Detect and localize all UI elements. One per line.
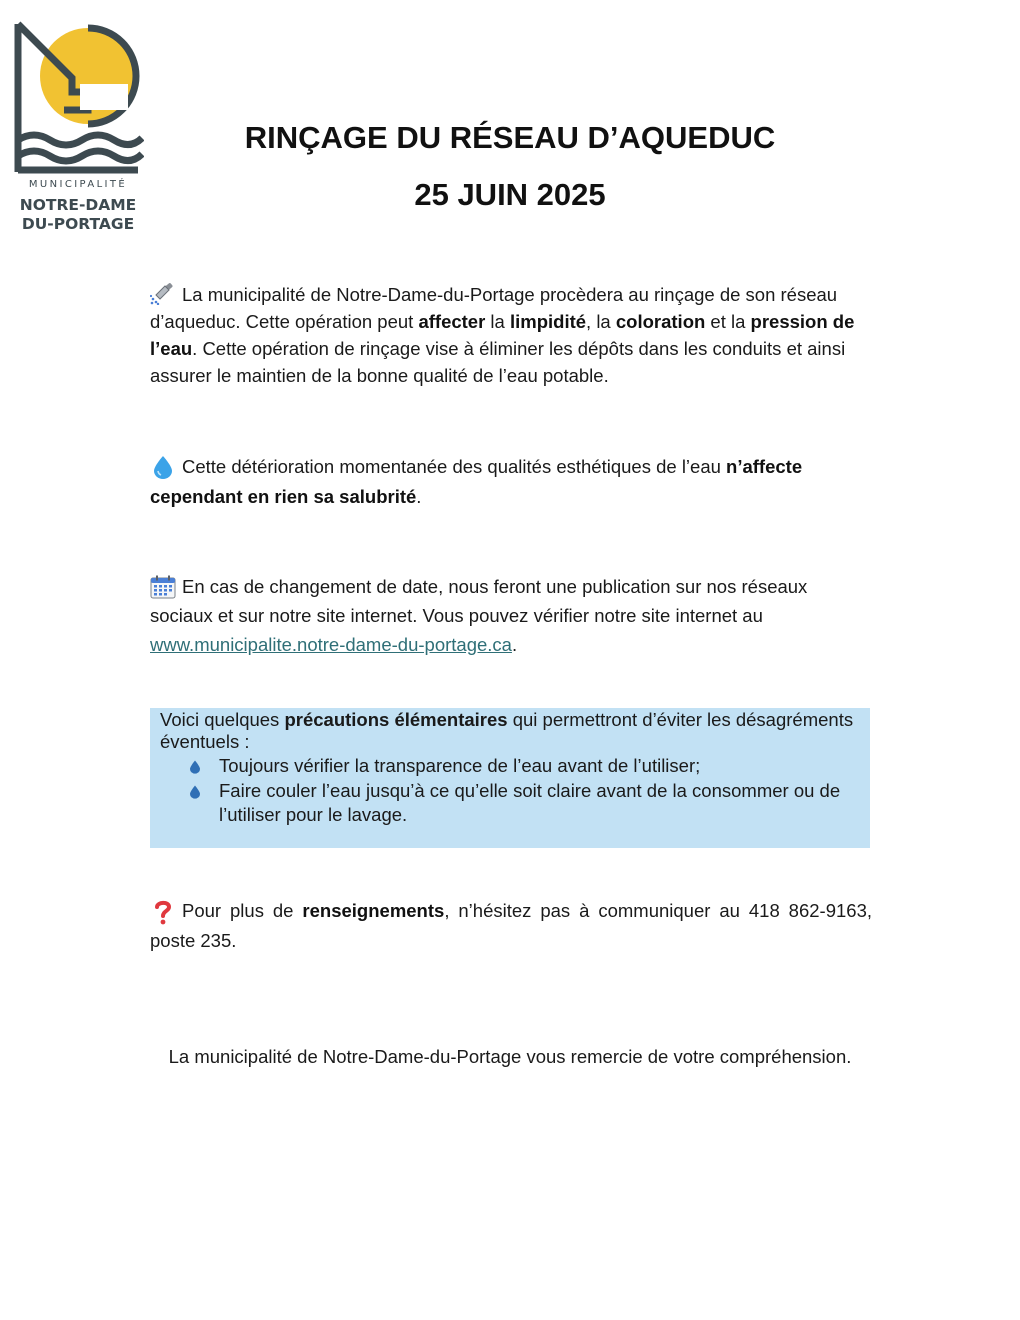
list-item	[160, 754, 860, 778]
list-item	[160, 779, 860, 827]
page-title: RINÇAGE DU RÉSEAU D’AQUEDUC	[244, 120, 776, 155]
date-text-2: .	[511, 634, 518, 655]
drop-bullet-icon	[189, 785, 201, 799]
quality-text-1: Cette détérioration momentanée des qualités esthétiques de l’eau	[182, 456, 727, 477]
intro-bold-limpidite: limpidité	[509, 311, 587, 332]
quality-paragraph	[150, 452, 872, 512]
intro-bold-coloration: coloration	[615, 311, 706, 332]
logo-line-2: DU-PORTAGE	[21, 215, 135, 233]
intro-text-5: . Cette opération de rinçage vise à éliminer les dépôts dans les conduits et ainsi assurer le maintien de la bonne qualité de l’eau potable.	[150, 338, 846, 386]
intro-bold-pression: pression de l’eau	[150, 311, 855, 359]
question-mark-icon	[150, 899, 176, 921]
contact-bold: renseignements	[302, 900, 445, 921]
precautions-text-2: qui permettront d’éviter les désagréments éventuels :	[160, 709, 854, 752]
closing-message: La municipalité de Notre-Dame-du-Portage vous remercie de votre compréhension.	[168, 1046, 852, 1067]
website-link[interactable]: www.municipalite.notre-dame-du-portage.ca	[150, 634, 512, 655]
intro-paragraph	[150, 281, 872, 389]
logo-line-1: NOTRE-DAME	[19, 196, 137, 214]
precautions-text-1: Voici quelques	[160, 709, 285, 730]
date-change-paragraph	[150, 572, 872, 659]
intro-text-2: la	[485, 311, 510, 332]
contact-text-1: Pour plus de	[182, 900, 303, 921]
drop-bullet-icon	[189, 760, 201, 774]
contact-paragraph	[150, 896, 872, 956]
precautions-bold: précautions élémentaires	[284, 709, 508, 730]
water-drop-icon	[150, 455, 176, 477]
page-date: 25 JUIN 2025	[414, 177, 606, 212]
intro-text-1: La municipalité de Notre-Dame-du-Portage procèdera au rinçage de son réseau d’aqueduc. Cette opération peut	[150, 284, 838, 332]
intro-text-4: et la	[705, 311, 751, 332]
quality-text-2: .	[416, 486, 422, 507]
intro-text-3: , la	[586, 311, 616, 332]
precautions-intro	[160, 709, 860, 753]
date-text-1: En cas de changement de date, nous feront une publication sur nos réseaux sociaux et sur notre site internet. Vous pouvez vérifier notre site internet au	[150, 576, 808, 626]
precaution-text: Faire couler l’eau jusqu’à ce qu’elle soit claire avant de la consommer ou de l’utiliser pour le lavage.	[219, 780, 841, 825]
calendar-icon	[150, 575, 176, 597]
shower-icon	[150, 283, 176, 305]
precaution-text: Toujours vérifier la transparence de l’eau avant de l’utiliser;	[219, 755, 701, 776]
contact-text-2: , n’hésitez pas à communiquer au 418 862-9163, poste 235.	[150, 900, 873, 951]
precautions-box	[150, 708, 870, 848]
quality-bold: n’affecte cependant en rien sa salubrité	[150, 456, 803, 507]
logo-top-text: MUNICIPALITÉ	[28, 179, 128, 190]
precautions-list	[160, 754, 860, 827]
intro-bold-affecter: affecter	[418, 311, 486, 332]
